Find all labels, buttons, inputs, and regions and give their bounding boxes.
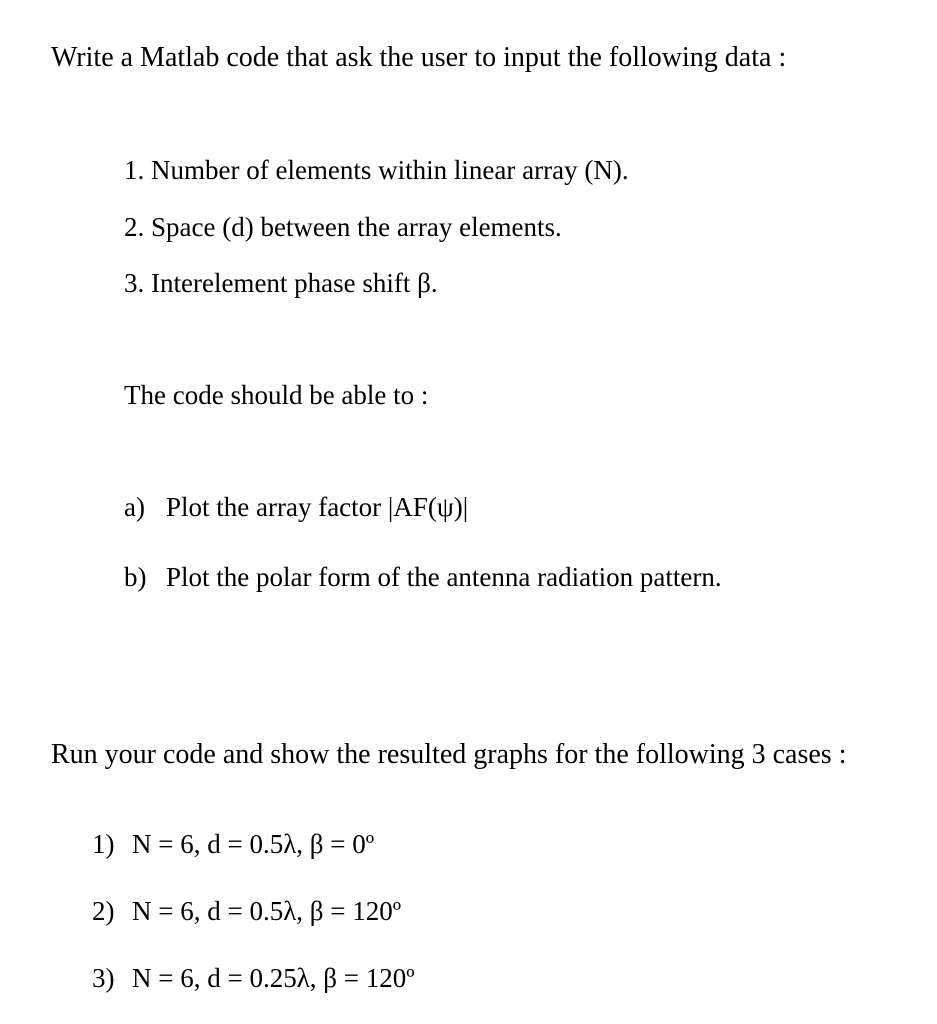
task-marker: b): [124, 562, 147, 592]
case-item-1: [92, 831, 374, 858]
case-item-3: [92, 965, 415, 992]
case-text: N = 6, d = 0.5λ, β = 120º: [132, 896, 402, 926]
input-item-d: 2. Space (d) between the array elements.: [124, 212, 562, 242]
case-text: N = 6, d = 0.25λ, β = 120º: [132, 963, 415, 993]
case-marker: 3): [92, 963, 115, 993]
case-marker: 2): [92, 896, 115, 926]
intro-text: Write a Matlab code that ask the user to input the following data :: [51, 42, 787, 73]
task-text: Plot the array factor |AF(ψ)|: [166, 492, 469, 522]
task-marker: a): [124, 492, 145, 522]
case-item-2: [92, 898, 401, 925]
run-heading: Run your code and show the resulted graphs for the following 3 cases :: [51, 739, 847, 770]
able-heading: The code should be able to :: [124, 380, 429, 410]
task-item-b: [124, 564, 722, 591]
input-item-beta: 3. Interelement phase shift β.: [124, 268, 438, 298]
case-marker: 1): [92, 829, 115, 859]
input-item-n: 1. Number of elements within linear array (N).: [124, 155, 629, 185]
task-text: Plot the polar form of the antenna radiation pattern.: [166, 562, 722, 592]
case-text: N = 6, d = 0.5λ, β = 0º: [132, 829, 375, 859]
task-item-a: [124, 494, 468, 521]
